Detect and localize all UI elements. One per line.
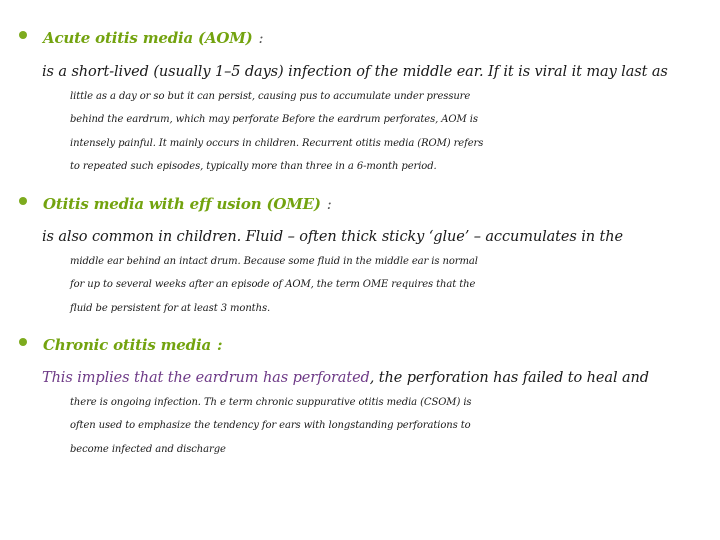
paragraph-line [42,367,692,391]
paragraph-line: often used to emphasize the tendency for ears with longstanding perforations to [70,420,471,432]
paragraph-line: is also common in children. Fluid – often thick sticky ‘glue’ – accumulates in the [42,229,623,245]
bullet-icon [19,31,27,39]
heading-colon: : [326,195,332,213]
paragraph-line: behind the eardrum, which may perforate Before the eardrum perforates, AOM is [70,114,478,126]
paragraph-chronic [42,367,692,461]
paragraph-line: little as a day or so but it can persist, causing pus to accumulate under pressure [70,90,471,102]
paragraph-line: intensely painful. It mainly occurs in children. Recurrent otitis media (ROM) refers [70,137,484,149]
paragraph-line: there is ongoing infection. Th e term chronic suppurative otitis media (CSOM) is [70,396,472,408]
paragraph-line: to repeated such episodes, typically more than three in a 6-month period. [70,161,437,173]
heading-title: Chronic otitis media [43,336,211,354]
section-heading-ome [19,192,332,216]
section-heading-chronic [19,333,223,357]
paragraph-line: middle ear behind an intact drum. Because some fluid in the middle ear is normal [70,255,478,267]
heading-colon: : [216,336,223,354]
paragraph-ome [42,226,692,320]
paragraph-aom [42,61,692,179]
paragraph-line: become infected and discharge [70,443,226,455]
heading-title: Otitis media with eff usion (OME) [43,195,321,213]
paragraph-text: , the perforation has failed to heal and [369,370,649,386]
paragraph-line: fluid be persistent for at least 3 months. [70,302,271,314]
heading-colon: : [258,29,264,47]
bullet-icon [19,338,27,346]
paragraph-line: for up to several weeks after an episode of AOM, the term OME requires that the [70,279,476,291]
bullet-icon [19,197,27,205]
heading-title: Acute otitis media (AOM) [43,29,253,47]
highlighted-text: This implies that the eardrum has perforated [42,370,370,386]
paragraph-line: is a short-lived (usually 1–5 days) infection of the middle ear. If it is viral it may last as [42,64,668,80]
section-heading-aom [19,26,264,50]
